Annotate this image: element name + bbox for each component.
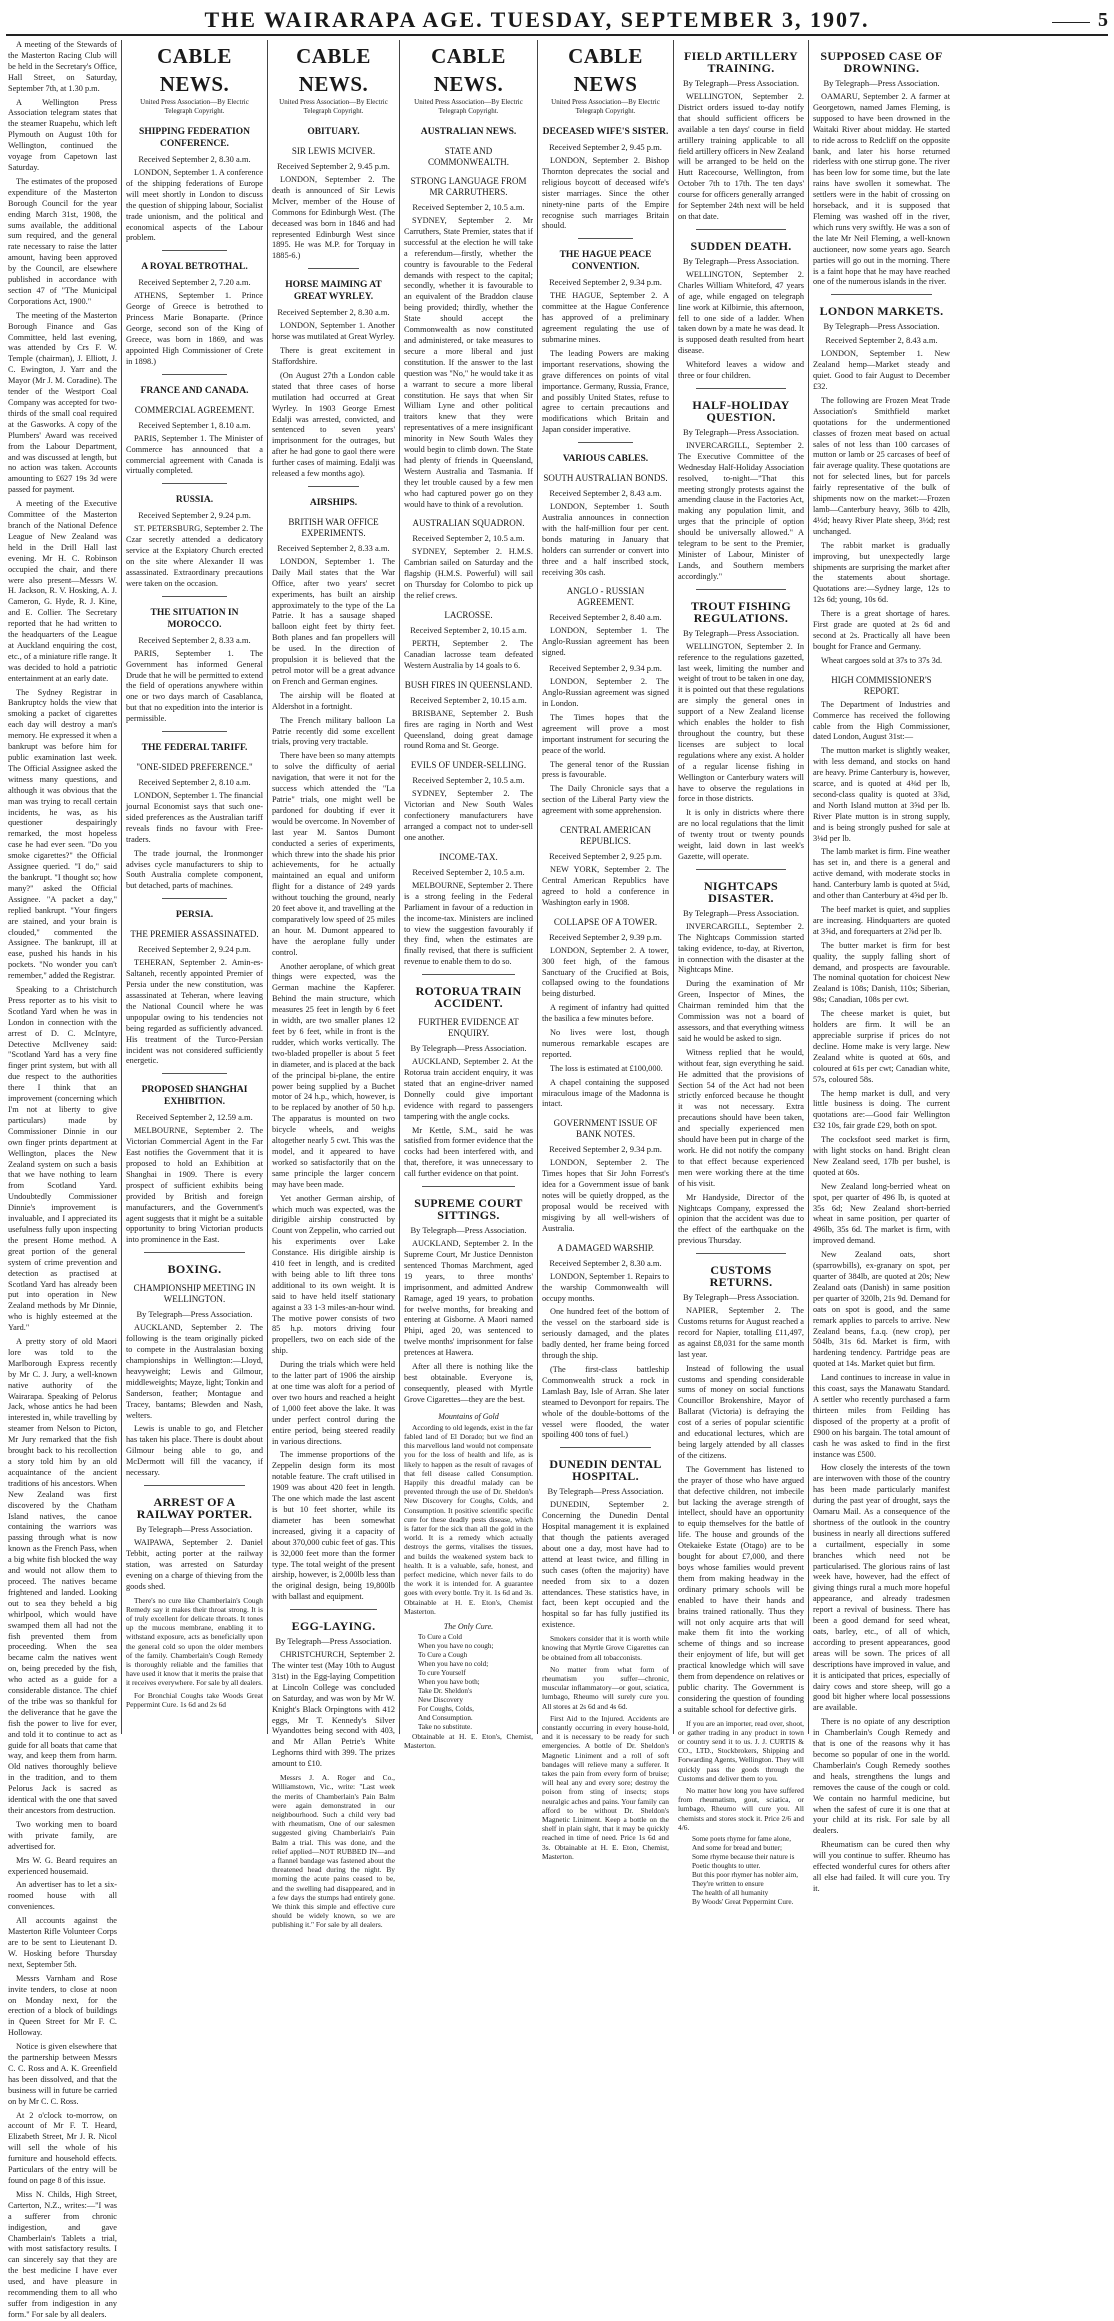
article-subheading: LACROSSE. bbox=[444, 610, 493, 620]
dateline: Received September 2, 9.45 p.m. bbox=[549, 142, 662, 152]
byline: By Telegraph—Press Association. bbox=[410, 1225, 527, 1236]
paragraph: How closely the interests of the town are interwoven with those of the country has been made particularly manifest during the past year of drought, says the Oamaru Mail. As a consequence of the shortness of the outlook in the country business in nearly all directions suffered a curtailment, especially in some branches which need not be particularised. The glorious rains of last week have, however, had the effect of giving things rural a much more hopeful appearance, and already tradesmen report a revival of business. There has been a good demand for seed wheat, oats, barley, etc., of all of which, according to present appearances, good areas will be sown. The prices of all descriptions have improved in value, and it is anticipated that prices, especially of dairy cows and store sheep, will go a good bit higher where local possessions are available. bbox=[813, 1463, 950, 1713]
paragraph: The lamb market is firm. Fine weather has set in, and there is a general and active demand, with moderate stocks in hand. Canterbury lamb is quoted at 5¼d, and other than Canterbury at 4⅝d per lb. bbox=[813, 847, 950, 901]
paragraph: The immense proportions of the Zeppelin design form its most notable feature. The craft utilised in 1909 was about 420 feet in length. The one which made the last ascent is but 10 feet shorter, while its diameter has been somewhat increased, giving it a capacity of about 370,000 cubic feet of gas. This is 32,000 feet more than the former type. The total weight of the present airship, however, is 2,000lb less than the original design, being 19,800lb with ballast and equipment. bbox=[272, 1450, 395, 1602]
paragraph: LONDON, September 2. The death is announced of Sir Lewis McIver, member of the House of Commons for Edinburgh West. (The deceased was born in 1846 and had represented Edinburgh West since 1895. He was M.P. for Torquay in 1885-6.) bbox=[272, 175, 395, 261]
paragraph: The meeting of the Masterton Borough Finance and Gas Committee, held last evening, was attended by Crs F. W. Temple (chairman), J. Elliott, J. C. Ewington, J. Yarr and the Mayor (Mr J. M. Coradine). The tender of the Westport Coal Company was accepted for two-thirds of the small coal required at the Gasworks. A copy of the Plumbers' Award was received from the Labour Department, and was discussed at length, but no action was taken. Accounts amounting to £627 19s 3d were passed for payment. bbox=[8, 310, 117, 495]
article-body bbox=[126, 291, 263, 367]
byline: By Telegraph—Press Association. bbox=[682, 1292, 800, 1303]
article-heading: RUSSIA. bbox=[175, 495, 214, 506]
cable-news-banner: CABLE NEWS. bbox=[157, 44, 232, 96]
cable-news-banner: CABLE NEWS. bbox=[296, 44, 371, 96]
dateline: Received September 2, 9.34 p.m. bbox=[549, 663, 662, 674]
article-body bbox=[404, 1239, 533, 1359]
verse-line: And some for bread and butter; bbox=[692, 1844, 783, 1853]
article-heading: FRANCE AND CANADA. bbox=[140, 385, 249, 396]
article-subheading: "ONE-SIDED PREFERENCE." bbox=[136, 762, 253, 773]
dateline: Received September 2, 9.24 p.m. bbox=[138, 944, 251, 955]
article-body bbox=[404, 547, 533, 602]
paragraph: The Daily Chronicle says that a section of the Liberal Party view the agreement with some apprehension. bbox=[542, 784, 669, 816]
article-body bbox=[813, 92, 950, 288]
column-telegraph-news bbox=[674, 40, 809, 1907]
copyright-line: United Press Association—By Electric Telegraph Copyright. bbox=[551, 98, 660, 115]
verse-line: Poetic thoughts to utter. bbox=[692, 1862, 761, 1871]
article-body bbox=[126, 649, 263, 725]
dateline: Received September 2, 8.30 a.m. bbox=[277, 307, 390, 318]
paragraph: Rheumatism can be cured then why will you continue to suffer. Rheumo has effected wonderful cures for others after all else had failed. It will cure you. Try it. bbox=[813, 1840, 950, 1893]
article-body bbox=[272, 321, 395, 480]
verse-line: By Woods' Great Peppermint Cure. bbox=[692, 1898, 794, 1907]
verse-line: To cure Yourself bbox=[418, 1668, 466, 1677]
byline: By Telegraph—Press Association. bbox=[682, 426, 800, 437]
masthead-title: THE WAIRARAPA AGE. TUESDAY, SEPTEMBER 3, 1907. bbox=[204, 7, 870, 32]
byline: By Telegraph—Press Association. bbox=[410, 1043, 527, 1054]
paragraph: Another aeroplane, of which great things were expected, was the German machine the Kapferer. Behind the main structure, which measures 25 feet in length by 6 feet in width, are two smaller planes 12 feet by 6 feet, while in front is the rudder, which works vertically. The two-bladed propeller is about 5 feet in diameter, and is placed at the back of the principal bi-plane, the entire power being supplied by a Buchet motor of 24 h.p., which, however, is to be replaced by another of 50 h.p. The apparatus is mounted on two bicycle wheels, and weighs altogether nearly 5 cwt. This was the model, and it appeared to have worked so satisfactorily that on the same principle the larger concern may have been made. bbox=[272, 961, 395, 1189]
article-subheading: STATE AND COMMONWEALTH. bbox=[428, 146, 509, 167]
article-body bbox=[678, 270, 804, 382]
article-heading: LONDON MARKETS. bbox=[819, 304, 944, 319]
paragraph: The estimates of the proposed expenditure of the Masterton Borough Council for the year ending March 31st, 1908, the sums available, the additional sum required, and the general rate necessary to raise the latter amount, having been approved by the Council, are elsewhere published in accordance with section 47 of "The Municipal Corporations Act, 1900." bbox=[8, 176, 117, 306]
article-subheading: A DAMAGED WARSHIP. bbox=[556, 1242, 655, 1253]
article-heading: PERSIA. bbox=[175, 910, 214, 921]
dateline: Received September 2, 8.33 a.m. bbox=[277, 542, 390, 553]
dateline: Received September 2, 9.34 p.m. bbox=[549, 1144, 662, 1155]
article-body bbox=[126, 1126, 263, 1246]
paragraph: AUCKLAND, September 2. The following is the team originally picked to compete in the Australasian boxing championships in Wellington:—Lloyd, heavyweight; Lewis and Gilmour, middleweights; Mayze, light; Tonkin and Sanderson, feather; Montague and Tracey, bantams; Blewden and Nash, welters. bbox=[126, 1323, 263, 1420]
paragraph: Miss N. Childs, High Street, Carterton, N.Z., writes:—"I was a sufferer from chronic indigestion, and gave Chamberlain's Tablets a trial, with most satisfactory results. I can sincerely say that they are the best medicine I have ever used, and have pleasure in recommending them to all who suffer from indigestion in any form." For sale by all dealers. bbox=[8, 2189, 117, 2319]
paragraph: A Wellington Press Association telegram states that the steamer Ruapehu, which left Plymouth on August 10th for Wellington, continued the voyage from Capetown last Saturday. bbox=[8, 97, 117, 172]
cable-news-banner: CABLE NEWS. bbox=[431, 44, 506, 96]
advertisement: There's no cure like Chamberlain's Cough Remedy say it makes their throat strong. It is of truly excellent for delicate throats. It tones up the mucous membrane, enabling it to withstand exposure, acts as beneficially upon the general cold so upon the older members of the family. Chamberlain's Cough Remedy is thoroughly reliable and the families that have used it know that it merits the praise that it receives everywhere. For sale by all dealers. bbox=[126, 1595, 263, 1688]
dateline: Received September 2, 8.30 a.m. bbox=[138, 154, 251, 164]
paragraph: LONDON, September 2. The Anglo-Russian agreement was signed in London. bbox=[542, 677, 669, 708]
paragraph: SYDNEY, September 2. The Victorian and New South Wales confectionery manufacturers have arranged a compact not to under-sell one another. bbox=[404, 789, 533, 842]
article-body bbox=[678, 92, 804, 223]
paragraph: PARIS, September 1. The Government has informed General Drude that he will be permitted to extend the field of operations anywhere within one or two days march of Casablanca, but that no expedition into the interior is permissible. bbox=[126, 648, 263, 724]
article-subheading: BRITISH WAR OFFICE EXPERIMENTS. bbox=[288, 516, 379, 538]
paragraph: TEHERAN, September 2. Amin-es-Saltaneh, recently appointed Premier of Persia under the new constitution, was assassinated at Teheran, where leaving the National Council where he was unpopular owing to his tendencies not being regarded as sufficiently advanced. His treatment of the Turco-Persian incident was not considered sufficiently energetic. bbox=[126, 958, 263, 1066]
byline: By Telegraph—Press Association. bbox=[682, 78, 800, 88]
verse-lines bbox=[678, 1835, 804, 1907]
paragraph: The airship will be floated at Aldershot in a fortnight. bbox=[272, 690, 395, 711]
verse-line: But this poor rhymer has nobler aim, bbox=[692, 1871, 798, 1880]
paragraph: There is no opiate of any description in Chamberlain's Cough Remedy and that is one of the reasons why it has become so popular of one in the world. Chamberlain's Cough Remedy soothes and heals, strengthens the lungs and removes the cause of the cough or cold. We contain no harmful medicine, but when the safest of cure it is one that at your child at its risk. For sale by all dealers. bbox=[813, 1717, 950, 1836]
paragraph: MELBOURNE, September 2. There is a strong feeling in the Federal Parliament in favour of a reduction in the income-tax. Ministers are inclined to view the suggestion favourably if they find, when the estimates are finally revised, that there is sufficient revenue to enable them to do so. bbox=[404, 880, 533, 967]
article-body bbox=[542, 865, 669, 909]
dateline: Received September 2, 8.43 a.m. bbox=[825, 335, 938, 346]
article-heading: DUNEDIN DENTAL HOSPITAL. bbox=[549, 1457, 662, 1484]
article-heading: HALF-HOLIDAY QUESTION. bbox=[692, 397, 790, 424]
dateline: Received September 2, 10.5 a.m. bbox=[412, 202, 525, 212]
article-body bbox=[126, 524, 263, 589]
paragraph: (On August 27th a London cable stated that three cases of horse mutilation had occurred at Great Wyrley. In 1903 George Ernest Edalji was arrested, convicted, and sentenced to seven years' imprisonment for the outrages, but after he had gone to gaol there were further cases of maiming. Edalji was released a few months ago). bbox=[272, 370, 395, 479]
advertisement: No matter how long you have suffered from rheumatism, gout, sciatica, or lumbago, Rheumo will cure you. All chemists and stores stock it. Price 2/6 and 4/6. bbox=[678, 1786, 804, 1832]
verse-line: For Coughs, Colds, bbox=[418, 1704, 474, 1713]
verse-line: And Consumption. bbox=[418, 1713, 473, 1722]
paragraph: During the trials which were held to the latter part of 1906 the airship at one time was aloft for a period of over two hours and reached a height of 1,000 feet above the lake. It was under perfect control during the entire period, being steered readily in various directions. bbox=[272, 1360, 395, 1446]
verse-line: When you have both; bbox=[418, 1677, 480, 1686]
copyright-line: United Press Association—By Electric Telegraph Copyright. bbox=[279, 98, 388, 115]
article-heading: PROPOSED SHANGHAI EXHIBITION. bbox=[141, 1085, 248, 1108]
article-heading: ROTORUA TRAIN ACCIDENT. bbox=[415, 984, 522, 1011]
column-cable-news-1 bbox=[122, 40, 268, 1734]
article-subheading: BUSH FIRES IN QUEENSLAND. bbox=[404, 679, 533, 690]
article-heading: SUPPOSED CASE OF DROWNING. bbox=[820, 49, 943, 75]
article-subheading: HIGH COMMISSIONER'S REPORT. bbox=[831, 674, 932, 696]
columns bbox=[4, 40, 1110, 2319]
article-body bbox=[126, 434, 263, 478]
article-subheading: COMMERCIAL AGREEMENT. bbox=[134, 404, 255, 415]
paragraph: New Zealand oats, short (sparrowbills), ex-granary on spot, per quarter of 384lb, are quoted at 20s; New Zealand oats (Danish) in same position per quarter of 320lb, 21s 9d. Demand for oats on spot is good, and the same remark applies to parcels to arrive. New Zealand beans, f.a.q. (new crop), per 504lb, 31s 6d. Market is firm, with hardening tendency. Partridge peas are quoted at 14s. Market quiet but firm. bbox=[813, 1250, 950, 1369]
article-body bbox=[404, 639, 533, 672]
article-subheading: SOUTH AUSTRALIAN BONDS. bbox=[543, 473, 668, 484]
advertisement-title: Mountains of Gold bbox=[438, 1411, 499, 1421]
paragraph: ST. PETERSBURG, September 2. The Czar secretly attended a dedicatory service at the Expiatory Church erected on the site where Alexander II was assassinated. Extraordinary precautions were taken on the occasion. bbox=[126, 524, 263, 588]
dateline: Received September 1, 8.10 a.m. bbox=[138, 419, 251, 430]
paragraph: The leading Powers are making important reservations, showing the grave differences on points of vital importance. Germany, Russia, France, and possibly United States, refuse to agree to certain precautions and modifications which Britain and Japan consider imperative. bbox=[542, 348, 669, 435]
article-body bbox=[126, 1323, 263, 1479]
article-heading: NIGHTCAPS DISASTER. bbox=[703, 878, 779, 905]
advertisement: Smokers consider that it is worth while knowing that Myrtle Grove Cigarettes can be obtained from all tobacconists. bbox=[542, 1634, 669, 1662]
article-body bbox=[126, 1538, 263, 1593]
article-heading: THE FEDERAL TARIFF. bbox=[141, 743, 248, 754]
article-heading: FIELD ARTILLERY TRAINING. bbox=[683, 49, 799, 75]
paragraph: LONDON, September 1. Another horse was mutilated at Great Wyrley. bbox=[272, 321, 395, 342]
article-subheading: ANGLO - RUSSIAN AGREEMENT. bbox=[566, 586, 645, 608]
paragraph: MELBOURNE, September 2. The Victorian Commercial Agent in the Far East notifies the Government that it is proposed to hold an Exhibition at Shanghai in 1909. There is every prospect of sufficient exhibits being provided by British and foreign manufacturers, and the Government's agent suggests that it might be a suitable opportunity to bring Victorian products into prominence in the East. bbox=[126, 1126, 263, 1245]
paragraph: Messrs Varnham and Rose invite tenders, to close at noon on Monday next, for the erection of a block of buildings in Queen Street for Mr F. C. Holloway. bbox=[8, 1973, 117, 2038]
article-heading: OBITUARY. bbox=[307, 127, 360, 137]
paragraph: LONDON, September 1. The Daily Mail states that the War Office, after two years' secret experiments, has built an airship approximately to the type of the La Patrie. It has a sausage shaped balloon eight feet by thirty feet. Both planes and fan propellers will be used. In the direction of propulsion it is believed that the petrol motor will be a great advance on French and German engines. bbox=[272, 556, 395, 686]
article-body bbox=[542, 1500, 669, 1631]
paragraph: LONDON, September 1. New Zealand hemp—Market steady and quiet. Good to fair August to December £32. bbox=[813, 349, 950, 392]
copyright-line: United Press Association—By Electric Telegraph Copyright. bbox=[414, 98, 523, 115]
paragraph: Two working men to board with private family, are advertised for. bbox=[8, 1819, 117, 1851]
article-body bbox=[126, 958, 263, 1067]
paragraph: SYDNEY, September 2. Mr Carruthers, State Premier, states that if successful at the election he will take a referendum—firstly, whether the country is favourable to the Federal demands with respect to the capital; secondly, whether it is favourable to an equivalent of the Braddon clause being provided; thirdly, whether the State should accept the Commonwealth as now constituted and administered, or take measures to secure a more liberal and just constitution. If the answer to the last question was "No," he would take it as a warrant to secure a more liberal constitution. He says that when Sir William Lyne and other political traitors knew that they were representatives of a mere insignificant minority in New South Wales they would begin to climb down. The State had plenty of friends in Queensland, Western Australia and Tasmania. If they let trouble caused by a few men who had captured power go on they would have to think of a revolution. bbox=[404, 216, 533, 509]
byline: By Telegraph—Press Association. bbox=[275, 1636, 392, 1647]
paragraph: A regiment of infantry had quitted the basilica a few minutes before. bbox=[542, 1003, 669, 1024]
article-heading: CUSTOMS RETURNS. bbox=[709, 1263, 773, 1290]
advertisement: Obtainable at H. E. Eton's, Chemist, Masterton. bbox=[404, 1731, 533, 1751]
article-body bbox=[404, 789, 533, 844]
paragraph: An advertiser has to let a six-roomed house with all conveniences. bbox=[8, 1880, 117, 1912]
article-heading: THE SITUATION IN MOROCCO. bbox=[150, 607, 239, 630]
column-cable-news-3 bbox=[400, 40, 538, 1751]
article-heading: THE HAGUE PEACE CONVENTION. bbox=[559, 250, 652, 273]
article-body bbox=[126, 791, 263, 892]
article-subheading: CHAMPIONSHIP MEETING IN WELLINGTON. bbox=[133, 1283, 256, 1305]
paragraph: AUCKLAND, September 2. In the Supreme Court, Mr Justice Denniston sentenced Thomas Marchment, aged 19 years, to three months' imprisonment, and admitted Andrew Ramage, aged 19 years, to probation for twelve months, for breaking and entering at Gisborne. A Maori named Phipi, aged 20, was sentenced to twelve months' imprisonment for false pretences at Hawera. bbox=[404, 1239, 533, 1358]
paragraph: A meeting of the Executive Committee of the Masterton branch of the National Defence League of New Zealand was held in the Drill Hall last evening. Mr H. C. Robinson occupied the chair, and there were also present—Messrs W. H. Jackson, R. V. Hosking, A. J. Cameron, G. Hyde, R. J. Kine, and E. Collier. The Secretary reported that he had written to the headquarters of the League at Auckland enquiring the cost, etc., of a miniature rifle range. It was decided to hold a patriotic entertainment at an early date. bbox=[8, 499, 117, 683]
article-subheading: AUSTRALIAN SQUADRON. bbox=[412, 518, 525, 529]
article-subheading: CENTRAL AMERICAN REPUBLICS. bbox=[560, 825, 651, 847]
paragraph: WELLINGTON, September 2. Charles William Whiteford, 47 years of age, while engaged on telegraph line work at Kilbirnie, this afternoon, fell to one side of a ladder. When taken down by a mate he was dead. It is supposed death resulted from heart disease. bbox=[678, 269, 804, 356]
paragraph: Mr Kettle, S.M., said he was satisfied from former evidence that the cocks had been interfered with, and that, therefore, it was unnecessary to call further evidence on that point. bbox=[404, 1125, 533, 1179]
paragraph: Whiteford leaves a widow and three or four children. bbox=[678, 360, 804, 381]
advertisement: Messrs J. A. Roger and Co., Williamstown, Vic., write: "Last week the merits of Chamberlain's Pain Balm were again demonstrated in our neighbourhood. Such a child very bad with rheumatism, One of our salesmen suggested giving Chamberlain's Pain Balm a trial. This was done, and the relief applied—NOT RUBBED IN—and a flannel bandage was fastened about the threatened head during the night. By morning the acute pains ceased to be, and the swelling had disappeared, and in a few days the stumps had entirely gone. We think this simple and effective cure should be widely known, so we are publishing it." For sale by all dealers. bbox=[272, 1773, 395, 1930]
article-heading: BOXING. bbox=[167, 1262, 222, 1277]
paragraph: No lives were lost, though numerous remarkable escapes are reported. bbox=[542, 1028, 669, 1059]
article-body bbox=[542, 677, 669, 817]
paragraph: There is a great shortage of hares. First grade are quoted at 2s 6d and second at 2s. Practically all have been bought for France and Germany. bbox=[813, 609, 950, 651]
article-body bbox=[272, 1650, 395, 1770]
paragraph: LONDON, September 1. The Anglo-Russian agreement has been signed. bbox=[542, 626, 669, 658]
paragraph: NAPIER, September 2. The Customs returns for August reached a record for Napier, totalling £11,497, as against £8,031 for the same month last year. bbox=[678, 1306, 804, 1359]
article-heading: HORSE MAIMING AT GREAT WYRLEY. bbox=[285, 280, 382, 303]
dateline: Received September 2, 12.59 a.m. bbox=[136, 1112, 253, 1123]
paragraph: WAIPAWA, September 2. Daniel Tebbit, acting porter at the railway station, was arrested on Saturday evening on a charge of thieving from the goods shed. bbox=[126, 1537, 263, 1591]
column-local-news bbox=[4, 40, 122, 2319]
paragraph: One hundred feet of the bottom of the vessel on the starboard side is seriously damaged, and the plates badly dented, her frame being forced through the ship. bbox=[542, 1307, 669, 1361]
cable-news-banner: CABLE NEWS bbox=[568, 44, 643, 96]
article-body bbox=[542, 626, 669, 659]
paragraph: Witness replied that he would, without fear, sign everything he said. He admitted that the provisions of Section 54 of the Act had not been strictly enforced because he thought it was not necessary. Extra precautions should have been taken, and specially experienced men should have been put in charge of the work. He did not notify the company to that effect because experienced men were working there at the time of his visit. bbox=[678, 1047, 804, 1188]
paragraph: WELLINGTON, September 2. In reference to the regulations gazetted, last week, limiting the number and weight of trout to be taken in one day, it is pointed out that these regulations are simply the general ones in support of a New Zealand license which enables the holder to fish throughout the country, but these licenses are subject to local regulations where any exist. A holder of a regular license fishing in Wellington or Canterbury waters will have to observe the regulations in force in those districts. bbox=[678, 641, 804, 804]
paragraph: Instead of following the usual customs and spending considerable sums of money on social functions Councillor Brokenshire, Mayor of Ballarat (Victoria) is defraying the cost of a series of popular scientific and educational lectures, which are being largely attended by all classes of the citizens. bbox=[678, 1363, 804, 1460]
dateline: Received September 2, 8.43 a.m. bbox=[549, 488, 662, 499]
paragraph: (The first-class battleship Commonwealth struck a rock in Lamlash Bay, Isle of Arran. She later steamed to Devonport for repairs. The whole of the double-bottoms of the vessel were flooded, the water spoiling 400 tons of fuel.) bbox=[542, 1364, 669, 1440]
paragraph: During the examination of Mr Green, Inspector of Mines, the Chairman reminded him that the Commission was not a board of assessors, and that everything witness said he would be asked to sign. bbox=[678, 979, 804, 1043]
article-body bbox=[272, 557, 395, 1603]
dateline: Received September 2, 8.30 a.m. bbox=[549, 1257, 662, 1268]
article-heading: A ROYAL BETROTHAL. bbox=[141, 262, 248, 273]
article-body bbox=[126, 168, 263, 244]
article-heading: DECEASED WIFE'S SISTER. bbox=[542, 127, 669, 137]
paragraph: The Times hopes that the agreement will prove a most important instrument for securing the peace of the world. bbox=[542, 712, 669, 755]
verse-line: Take no substitute. bbox=[418, 1722, 472, 1731]
dateline: Received September 2, 9.25 p.m. bbox=[549, 851, 662, 862]
paragraph: Mr Handyside, Director of the Nightcaps Company, expressed the opinion that the accident was due to the effect of the earthquake on the previous Thursday. bbox=[678, 1192, 804, 1246]
advertisement-title: The Only Cure. bbox=[443, 1621, 494, 1631]
article-body bbox=[542, 502, 669, 578]
paragraph: OAMARU, September 2. A farmer at Georgetown, named James Fleming, is supposed to have been drowned in the Waitaki River about midday. He started to ride across to Redcliff on the opposite bank, and later his horse returned riderless with one stirrup gone. The river has been low for some time, but the late rains have swollen it somewhat. The settlers were in the habit of crossing on horseback, and it is supposed that Fleming was washed off in the river, which runs very swiftly. He was a son of the late Mr Neil Fleming, a well-known auctioneer, now some years ago. Search parties will go out in the morning. There is a faint hope that he may have reached one of the numerous islands in the river. bbox=[813, 92, 950, 287]
paragraph: It is only in districts where there are no local regulations that the limit of twenty trout or twenty pounds weight, laid down in last week's Gazette, will operate. bbox=[678, 808, 804, 861]
paragraph: The cheese market is quiet, but holders are firm. It will be an appreciable surprise if prices do not decline. Home make is very large. New Zealand white is quoted at 60s, and coloured at 61s per cwt; Canadian white, 57s, coloured 58s. bbox=[813, 1009, 950, 1084]
verse-line: To Cure a Cold bbox=[418, 1632, 463, 1641]
paragraph: The hemp market is dull, and very little business is doing. The current quotations are:—Good fair Wellington £32 10s, fair grade £29, both on spot. bbox=[813, 1088, 950, 1131]
paragraph: PARIS, September 1. The Minister of Commerce has announced that a commercial agreement with Canada is virtually completed. bbox=[126, 433, 263, 476]
article-body bbox=[404, 1057, 533, 1180]
article-subheading: STRONG LANGUAGE FROM MR CARRUTHERS. bbox=[410, 176, 527, 197]
paragraph: LONDON, September 1. South Australia announces in connection with the half-million four per cent. bonds maturing in January that holders can surrender or convert into three and a half inscribed stock, receiving 30s cash. bbox=[542, 502, 669, 577]
verse-line: The health of all humanity bbox=[692, 1889, 769, 1898]
paragraph: The beef market is quiet, and supplies are increasing. Hindquarters are quoted at 3⅝d, and forequarters at 2⅞d per lb. bbox=[813, 905, 950, 936]
dateline: Received September 2, 10.5 a.m. bbox=[412, 533, 525, 544]
paragraph: The Government has listened to the prayer of those who have argued that defective children, not imbecile but lacking the average strength of intellect, should have an opportunity to equip themselves for the battle of life. The house and grounds of the Otekaieke Estate (Otago) are to be bought for about £7,000, and there boys whose families would prevent them from making headway in the ordinary primary schools will be enabled to have their hands and brains trained rationally. Thus they will not only acquire arts that will make them fit into the working scheme of things and so increase their enjoyment of life, but will get practical knowledge which will save them from dependence on relatives or public charity. The Government is considering the question of founding a suitable school for defective girls. bbox=[678, 1464, 804, 1714]
byline: By Telegraph—Press Association. bbox=[682, 255, 800, 266]
paragraph: SYDNEY, September 2. H.M.S. Cambrian sailed on Saturday and the flagship (H.M.S. Powerful) will sail on Thursday for Colombo to pick up the relief crews. bbox=[404, 547, 533, 601]
byline: By Telegraph—Press Association. bbox=[682, 907, 800, 918]
verse-line: When you have no cough; bbox=[418, 1641, 494, 1650]
paragraph: A pretty story of old Maori lore was told to the Marlborough Express recently by Mr C. J. Jury, a well-known native authority of the Wairarapa. Speaking of Pelorus Jack, whose antics he had been interested in, while travelling by steamer from Nelson to Picton, Mr Jury remarked that the fish brought back to his recollection a story told him by an old acquaintance of the ancient traditions of his ancestors. When New Zealand was first discovered by the Chatham Island natives, the canoe containing the warriors was passing through what is now known as the French Pass, when a big white fish blocked the way and would not allow them to proceed. The natives became frightened and landed. Looking out to sea they beheld a big whirlpool, which would have swamped them all had not the fish prevented them from proceeding. When the sea became calm the natives went on, being preceded by the fish, who acted as a guide for a considerable distance. The chief of the tribe was so thankful for the deliverance that he gave the fish the power to live for ever, and told it to continue to act as guide for all boats that came that way, and keep them from harm. Old natives thoroughly believe in the tradition, and to them Pelorus Jack is sacred as identical with the one that saved their ancestors from destruction. bbox=[8, 1337, 117, 1815]
article-body bbox=[542, 1272, 669, 1442]
dateline: Received September 2, 10.15 a.m. bbox=[410, 625, 527, 635]
article-body bbox=[542, 291, 669, 436]
paragraph: PERTH, September 2. The Canadian lacrosse team defeated Western Australia by 14 goals to 6. bbox=[404, 639, 533, 670]
verse-line: New Discovery bbox=[418, 1695, 463, 1704]
paragraph: The trade journal, the Ironmonger advises cycle manufacturers to ship to South Australia complete component, but detached, parts of machines. bbox=[126, 848, 263, 891]
column-cable-news-2 bbox=[268, 40, 400, 1930]
article-body bbox=[813, 349, 950, 666]
article-subheading: COLLAPSE OF A TOWER. bbox=[553, 916, 658, 927]
paragraph: At 2 o'clock to-morrow, on account of Mr F. T. Heard, Elizabeth Street, Mr J. R. Nicol will sell the whole of his furniture and household effects. Particulars of the entry will be found on page 8 of this issue. bbox=[8, 2110, 117, 2185]
paragraph: CHRISTCHURCH, September 2. The winter test (May 10th to August 31st) in the Egg-laying Competition at Lincoln College was concluded on Saturday, and was won by Mr W. Knight's Black Orpingtons with 412 eggs, Mr T. Kennedy's Silver Wyandottes being second with 403, and Mr Allan Petrie's White Leghorns third with 399. The prizes amount to £10. bbox=[272, 1650, 395, 1769]
advertisement: If you are an importer, read over, shoot, or gather trading in any product in town or country send it to us. J. J. CURTIS & CO., LTD., Stockbrokers, Shipping and Forwarding Agents, Wellington. They will quickly pass the goods through the Customs and deliver them to you. bbox=[678, 1718, 804, 1783]
paragraph: There is great excitement in Staffordshire. bbox=[272, 346, 395, 366]
paragraph: INVERCARGILL, September 2. The Nightcaps Commission started taking evidence, to-day, at Riverton, in connection with the disaster at the Nightcaps Mine. bbox=[678, 921, 804, 975]
article-heading: TROUT FISHING REGULATIONS. bbox=[690, 598, 792, 625]
page-number-label: 5 bbox=[1098, 8, 1108, 31]
paragraph: All accounts against the Masterton Rifle Volunteer Corps are to be sent to Lieutenant D. W. Hosking before Thursday next, September 5th. bbox=[8, 1916, 117, 1969]
column-cable-news-4 bbox=[538, 40, 674, 1861]
dateline: Received September 2, 8.10 a.m. bbox=[138, 777, 251, 788]
advertisement: According to old legends, exist in the far fabled land of El Dorado; but we find an this marvellous land would not compensate you for the loss of health and life, as is likely to happen as the result of ravages of that fell disease called Consumption. Happily this dreadful malady can be prevented through the use of Dr. Sheldon's New Discovery for Coughs, Colds, and Consumption. It positive scientific specific cure for these deadly pests disease, which is fatter for the sick than all the gold in the world. It is a remedy which actually destroys the germs, vitalises the tissues, and builds the weakened system back to health. It is a valuable, safe, honest, and perfect medicine, which never fails to do the work it is intended for. A guarantee goes with every bottle. Try it. 1s 6d and 3s. Obtainable at H. E. Eton's, Chemist Masterton. bbox=[404, 1422, 533, 1616]
paragraph: LONDON, September 2. Bishop Thornton deprecates the social and religious boycott of deceased wife's sister marriages. Since the other ninety-nine parts of the Empire recognise such marriages Britain should. bbox=[542, 156, 669, 231]
article-subheading: EVILS OF UNDER-SELLING. bbox=[410, 760, 527, 771]
paragraph: NEW YORK, September 2. The Central American Republics have agreed to hold a conference in Washington early in 1908. bbox=[542, 865, 669, 907]
byline: By Telegraph—Press Association. bbox=[823, 321, 940, 332]
dateline: Received September 2, 9.24 p.m. bbox=[138, 510, 251, 521]
advertisement: No matter from what form of rheumatism you suffer—chronic, muscular inflammatory—or gout, sciatica, lumbago, Rheumo will surely cure you. All stores at 2s 6d and 4s 6d. bbox=[542, 1664, 669, 1711]
verse-line: When you have no cold; bbox=[418, 1659, 489, 1668]
paragraph: LONDON, September 1. Repairs to the warship Commonwealth will occupy months. bbox=[542, 1271, 669, 1303]
paragraph: BRISBANE, September 2. Bush fires are raging in North and West Queensland, doing great damage round Roma and St. George. bbox=[404, 708, 533, 751]
article-body bbox=[813, 700, 950, 1895]
paragraph: AUCKLAND, September 2. At the Rotorua train accident enquiry, it was stated that an engine-driver named Donnelly could give important evidence with regard to passengers tampering with the angle cocks. bbox=[404, 1057, 533, 1121]
advertisement: After all there is nothing like the best obtainable. Everyone is, consequently, pleased with Myrtle Grove Cigarettes—they are the best. bbox=[404, 1362, 533, 1404]
paragraph: The French military balloon La Patrie recently did some excellent trials, proving very tractable. bbox=[272, 715, 395, 747]
verse-line: Take Dr. Sheldon's bbox=[418, 1686, 473, 1695]
article-body bbox=[678, 441, 804, 583]
article-heading: SHIPPING FEDERATION CONFERENCE. bbox=[139, 127, 250, 149]
article-subheading: FURTHER EVIDENCE AT ENQUIRY. bbox=[418, 1017, 519, 1039]
paragraph: The Department of Industries and Commerce has received the following cable from the High Commissioner, dated London, August 31st:— bbox=[813, 699, 950, 742]
article-body bbox=[404, 709, 533, 753]
byline: By Telegraph—Press Association. bbox=[823, 78, 940, 88]
article-body bbox=[678, 922, 804, 1247]
paragraph: Notice is given elsewhere that the partnership between Messrs C. C. Ross and A. K. Greenfield has been dissolved, and that the business will in future be carried on by Mr C. C. Ross. bbox=[8, 2042, 117, 2106]
byline: By Telegraph—Press Association. bbox=[682, 627, 800, 638]
advertisement: For Bronchial Coughs take Woods Great Peppermint Cure. 1s 6d and 2s 6d bbox=[126, 1690, 263, 1709]
byline: By Telegraph—Press Association. bbox=[136, 1309, 253, 1320]
paragraph: Yet another German airship, of which much was expected, was the dirigible airship constructed by Count von Zeppelin, who carried out his experiments over Lake Constance. His dirigible airship is 410 feet in length, and is credited with being able to lift three tons additional to its own weight. It is said to have held itself stationary against a 33 1-3 miles-an-hour wind. The motive power consists of two 85 h.p. motors driving four propellers, two on each side of the ship. bbox=[272, 1193, 395, 1356]
copyright-line: United Press Association—By Electric Telegraph Copyright. bbox=[140, 98, 249, 115]
local-news-paras bbox=[8, 40, 117, 2321]
article-heading: ARREST OF A RAILWAY PORTER. bbox=[136, 1494, 253, 1521]
article-body bbox=[404, 881, 533, 968]
paragraph: LONDON, September 2. A tower, 300 feet high, of the famous Sanctuary of the Crucified at Bois, collapsed owing to the foundations being disturbed. bbox=[542, 945, 669, 999]
verse-line: They're written to ensure bbox=[692, 1880, 764, 1889]
paragraph: The cocksfoot seed market is firm, with light stocks on hand. Bright clean New Zealand seed, 17lb per bushel, is quoted at 60s. bbox=[813, 1135, 950, 1177]
paragraph: The butter market is firm for best quality, the supply falling short of demand, and prospects are favourable. The nominal quotation for choicest New Zealand is 108s; Danish, 110s; Siberian, 98s; Canadian, 108s per cwt. bbox=[813, 940, 950, 1005]
paragraph: New Zealand long-berried wheat on spot, per quarter of 496 lb, is quoted at 35s 6d; New Zealand short-berried wheat in same position, per quarter of 496lb, 35s 6d. The market is firm, with improved demand. bbox=[813, 1181, 950, 1246]
page-number bbox=[1068, 9, 1108, 32]
dateline: Received September 2, 10.5 a.m. bbox=[412, 866, 525, 877]
article-heading: AUSTRALIAN NEWS. bbox=[420, 127, 517, 137]
dateline: Received September 2, 7.20 a.m. bbox=[138, 277, 251, 288]
paragraph: A chapel containing the supposed miraculous image of the Madonna is intact. bbox=[542, 1077, 669, 1109]
article-body bbox=[542, 156, 669, 232]
paragraph: LONDON, September 1. A conference of the shipping federations of Europe will meet shortly in London to discuss the question of shipping labour, Socialist trade unionism, and the political and economical aspects of the Labour problem. bbox=[126, 168, 263, 243]
article-heading: SUPREME COURT SITTINGS. bbox=[414, 1196, 523, 1223]
paragraph: A meeting of the Stewards of the Masterton Racing Club will be held in the Secretary's Office, Hall Street, on Saturday, September 7th, at 1.30 p.m. bbox=[8, 40, 117, 93]
dateline: Received September 2, 9.45 p.m. bbox=[277, 161, 390, 171]
paragraph: The mutton market is slightly weaker, with less demand, and stocks on hand are heavy. Prime Canterbury is, however, scarce, and is quoted at 4⅜d per lb, second-class quality is quoted at 3⅞d, and North Island mutton at 3⅝d per lb. River Plate mutton is in strong supply, and is being strongly pushed for sale at 3⅛d per lb. bbox=[813, 746, 950, 843]
advertisement: First Aid to the Injured. Accidents are constantly occurring in every house-hold, and it is necessary to be ready for such emergencies. A bottle of Dr. Sheldon's Magnetic Liniment and a roll of soft bandages will relieve many a sufferer. It takes the pain from every form of bruise; will heal any and every sore; destroy the poison from sting of insects; stops neuralgic aches and pains. Your family can afford to be without Dr. Sheldon's Magnetic Liniment. Keep a bottle on the shelf in plain sight, that it may be quickly reached in time of need. Price 1s 6d and 3s. Obtainable at H. E. Eton, Chemist, Masterton. bbox=[542, 1713, 669, 1861]
paragraph: The general tenor of the Russian press is favourable. bbox=[542, 759, 669, 780]
article-body bbox=[542, 946, 669, 1111]
article-body bbox=[678, 1306, 804, 1716]
dateline: Received September 2, 9.39 p.m. bbox=[549, 931, 662, 942]
byline: By Telegraph—Press Association. bbox=[547, 1486, 664, 1497]
paragraph: There have been so many attempts to solve the difficulty of aerial navigation, that were it not for the success which attended the "La Patrie" trials, one might well be pardoned for doubting if ever it would be overcome. In November of last year M. Santos Dumont conducted a series of experiments, which threw into the shade his prior achievements, for he actually maintained an equal and uniform flight for a distance of 249 yards without touching the ground, nearly 20 feet above it, and travelling at the comparatively low speed of 25 miles an hour. M. Dumont appeared to have the aeroplane fully under control. bbox=[272, 751, 395, 957]
masthead bbox=[6, 6, 1108, 36]
byline: By Telegraph—Press Association. bbox=[136, 1523, 253, 1534]
paragraph: Speaking to a Christchurch Press reporter as to his visit to Scotland Yard when he was in London in connection with the arrest of D. C. McIntyre, Detective McIlveney said: "Scotland Yard has a very fine finger print system, but with all due respect to the authorities there I think that an improvement (concerning which I'm not at liberty to give particulars) made by Commissioner Dinnie in our own finger prints department at Wellington, places the New Zealand system on such a basis that we have nothing to learn from Scotland Yard. Undoubtedly Commissioner Dinnie's improvement is invaluable, and I appreciated its usefulness fully upon inspecting the present Home method. A great portion of the general system of crime prevention and detection as practised at Scotland Yard has already been put into operation in New Zealand methods by Mr Dinnie, who is highly esteemed at the Yard." bbox=[8, 985, 117, 1333]
paragraph: DUNEDIN, September 2. Concerning the Dunedin Dental Hospital management it is explained that though the patients averaged about one a day, most have had to attend at least twice, and filling in such cases (often the majority) have needed from six to a dozen attendances. These statistics have, in fact, been kept occupied and the hospital so far has fully justified its existence. bbox=[542, 1500, 669, 1630]
article-body bbox=[272, 175, 395, 262]
article-heading: VARIOUS CABLES. bbox=[562, 454, 649, 465]
paragraph: Mrs W. G. Beard requires an experienced housemaid. bbox=[8, 1855, 117, 1876]
dateline: Received September 2, 8.40 a.m. bbox=[549, 612, 662, 623]
paragraph: THE HAGUE, September 2. A committee at the Hague Conference has approved of a preliminary agreement regulating the use of submarine mines. bbox=[542, 291, 669, 344]
dateline: Received September 2, 9.34 p.m. bbox=[549, 277, 662, 288]
paragraph: LONDON, September 2. The Times hopes that Sir John Forrest's idea for a Government issue of bank notes will be quietly dropped, as the proposal would be received with misgiving by all well-wishers of Australia. bbox=[542, 1158, 669, 1233]
article-heading: EGG-LAYING. bbox=[291, 1619, 376, 1634]
paragraph: The Sydney Registrar in Bankruptcy holds the view that smoking a packet of cigarettes each day will destroy a man's memory. He expressed it when a bankrupt was before him for public examination last week. The Official Assignee asked the witness many questions, and although it was obvious that the man was trying to recall certain incidents, he was, as his questioner despairingly remarked, the most hopeless case he had ever seen. "Do you smoke cigarettes?" the Official Assignee queried. "I do," said the bankrupt. "I thought so; how many?" asked the Official Assignee. "A packet a day," replied bankrupt. "Your fingers are stained, and your brain is clouded," commented the Assignee. The bankrupt, ill at ease, pushed his hands in his pockets. "No wonder you can't remember," added the Registrar. bbox=[8, 687, 117, 981]
dateline: Received September 2, 10.15 a.m. bbox=[410, 694, 527, 705]
verse-line: Some rhyme because their nature is bbox=[692, 1853, 795, 1862]
paragraph: The following are Frozen Meat Trade Association's Smithfield market quotations for the undermentioned classes of frozen meat based on actual sales of not less than 100 carcases of mutton or lamb or 25 carcases of beef of fair average quality. These quotations are not for selected lines, but for parcels fairly representative of the bulk of shipments now on the market:—Frozen lamb—Canterbury heavy, 36lb to 42lb, 4½d; heavy River Plate sheep, 3½d; rest unchanged. bbox=[813, 395, 950, 536]
paragraph: Lewis is unable to go, and Fletcher has taken his place. There is doubt about Gilmour being able to go, and McDermott will fill the vacancy, if necessary. bbox=[126, 1424, 263, 1478]
article-body bbox=[542, 1158, 669, 1234]
article-subheading: SIR LEWIS MCIVER. bbox=[291, 146, 376, 156]
dateline: Received September 2, 8.33 a.m. bbox=[138, 634, 251, 645]
paragraph: The rabbit market is gradually improving, but unexpectedly large shipments are surprising the market after the statements about shortage. Quotations are:—Sydney large, 12s to 12s 6d; young, 10s 6d. bbox=[813, 540, 950, 605]
article-body bbox=[678, 642, 804, 863]
article-heading: SUDDEN DEATH. bbox=[690, 238, 792, 253]
paragraph: Land continues to increase in value in this coast, says the Manawatu Standard. A settler who recently purchased a farm thirteen miles from Feilding has disposed of the property at a profit of £900 on his bargain. The total amount of cash he was asked to find in the first instance was £500. bbox=[813, 1373, 950, 1459]
article-subheading: GOVERNMENT ISSUE OF BANK NOTES. bbox=[553, 1118, 658, 1140]
paragraph: ATHENS, September 1. Prince George of Greece is betrothed to Princess Marie Bonaparte. (Prince George, second son of the King of Greece, was born in 1869, and was appointed High Commissioner of Crete in 1898.) bbox=[126, 291, 263, 366]
verse-line: Some poets rhyme for fame alone, bbox=[692, 1835, 791, 1844]
paragraph: Wheat cargoes sold at 37s to 37s 3d. bbox=[821, 655, 943, 665]
paragraph: WELLINGTON, September 2. District orders issued to-day notify that should sufficient officers be available a ten days' course in field artillery training applicable to all field artillery officers in New Zealand will be arranged to be held on the Hutt Racecourse, Wellington, from October 7th to 17th. The ten days' course for officers generally arranged for September 24th next will be held on that date. bbox=[678, 92, 804, 221]
article-body bbox=[404, 216, 533, 510]
article-subheading: THE PREMIER ASSASSINATED. bbox=[130, 929, 259, 940]
paragraph: INVERCARGILL, September 2. The Executive Committee of the Wednesday Half-Holiday Association resolved, to-night—"That this meeting strongly protests against the amending clause in the Factories Act, making any population limit, and urges that the principle of option should be universally allowed." A telegram to be sent to the Premier, Minister of Labour, Minister of Lands, and Southern members accordingly." bbox=[678, 440, 804, 581]
article-subheading: INCOME-TAX. bbox=[439, 851, 498, 862]
verse-line: To Cure a Cough bbox=[418, 1650, 468, 1659]
article-heading: AIRSHIPS. bbox=[309, 497, 358, 508]
paragraph: LONDON, September 1. The financial journal Economist says that such one-sided preferences as the Australian tariff reveals finds no favour with Free-traders. bbox=[126, 791, 263, 844]
dateline: Received September 2, 10.5 a.m. bbox=[412, 775, 525, 786]
paragraph: The loss is estimated at £100,000. bbox=[550, 1063, 663, 1073]
column-markets bbox=[809, 40, 954, 1893]
verse-lines bbox=[404, 1633, 533, 1732]
